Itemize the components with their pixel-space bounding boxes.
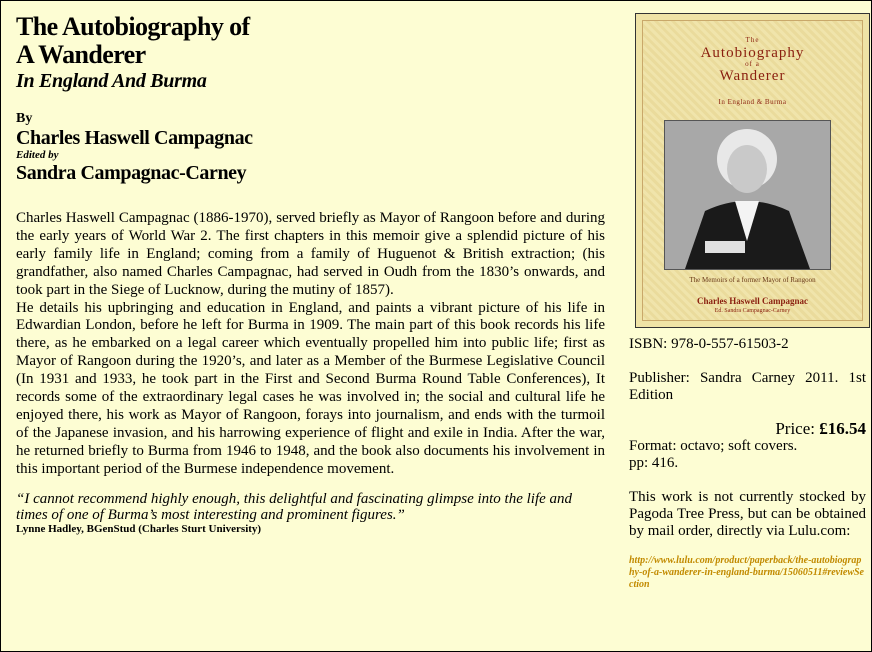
author-name: Charles Haswell Campagnac xyxy=(16,127,253,149)
isbn: ISBN: 978-0-557-61503-2 xyxy=(629,336,789,352)
description-paragraph-2: He details his upbringing and education in England, and paints a vibrant picture of his life in Edwardian London, before he left for Burma in 1909. The main part of this book records his life there, as he embarked on a legal career which eventually propelled him into public life; first as Mayor of Rangoon during the 1920’s, and later as a Member of the Burmese Legislative Council (In 1931 and 1933, he took part in the First and Second Burma Round Table Conferences), It records some of the extraordinary legal cases he was involved in; the social and cultural life he enjoyed there, his work as Mayor of Rangoon, forays into journalism, and ends with the turmoil of the Japanese invasion, and his harrowing experience of flight and exile in India. After the war, he returned briefly to Burma from 1946 to 1948, and the book also documents his involvement in this important period of the Burmese independence movement. xyxy=(16,299,605,477)
portrait-illustration xyxy=(665,121,830,269)
cover-subtitle: In England & Burma xyxy=(718,98,787,106)
book-description-column xyxy=(16,13,605,536)
cover-title-line-c: Wanderer xyxy=(719,68,786,84)
cover-title-top: The xyxy=(745,36,760,44)
cover-author: Charles Haswell Campagnac xyxy=(697,296,808,306)
price-label: Price: xyxy=(775,419,815,438)
book-details-column xyxy=(629,13,866,591)
author-portrait-photo xyxy=(664,120,831,270)
book-title-line1: The Autobiography of xyxy=(16,12,250,41)
lulu-link[interactable]: http://www.lulu.com/product/paperback/the-autobiography-of-a-wanderer-in-england-burma/15060511#reviewSection xyxy=(629,555,864,590)
publisher: Publisher: Sandra Carney 2011. 1st Edition xyxy=(629,370,866,403)
description-paragraph-1: Charles Haswell Campagnac (1886-1970), served briefly as Mayor of Rangoon before and during the early years of World War 2. The first chapters in this memoir give a splendid picture of his early family life in England; coming from a family of Huguenot & British extraction; (his grandfather, also named Charles Campagnac, had served in Oudh from the 1830’s onwards, and took part in the Siege of Lucknow, during the mutiny of 1857). xyxy=(16,210,605,298)
cover-editor: Ed. Sandra Campagnac-Carney xyxy=(714,308,791,314)
page-count: pp: 416. xyxy=(629,455,679,471)
by-label: By xyxy=(16,111,33,126)
format: Format: octavo; soft covers. xyxy=(629,438,798,454)
editor-name: Sandra Campagnac-Carney xyxy=(16,162,247,184)
book-title-line2: A Wanderer xyxy=(16,40,146,69)
cover-title-line-b: of a xyxy=(745,60,760,68)
cover-title-line-a: Autobiography xyxy=(700,45,805,61)
price-value: £16.54 xyxy=(819,419,866,438)
stock-notice: This work is not currently stocked by Pagoda Tree Press, but can be obtained by mail order, directly via Lulu.com: xyxy=(629,489,866,539)
review-attribution: Lynne Hadley, BGenStud (Charles Sturt University) xyxy=(16,522,262,535)
cover-title xyxy=(636,46,869,83)
cover-caption: The Memoirs of a former Mayor of Rangoon xyxy=(689,276,816,284)
description-body xyxy=(16,210,605,479)
book-cover-image xyxy=(635,13,870,328)
book-subtitle: In England And Burma xyxy=(16,70,207,92)
price xyxy=(629,419,866,438)
edited-by-label: Edited by xyxy=(16,149,59,161)
review-quote: “I cannot recommend highly enough, this delightful and fascinating glimpse into the life and times of one of Burma’s most interesting and prominent figures.” xyxy=(16,490,573,523)
